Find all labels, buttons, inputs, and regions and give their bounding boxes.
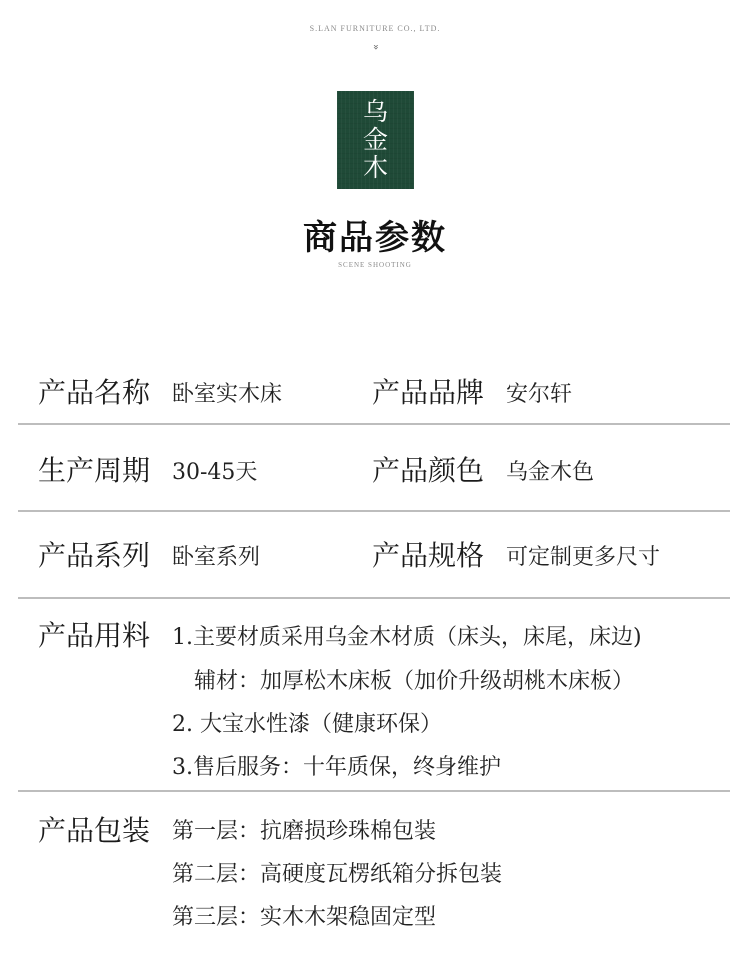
page-title: 商品参数 [303, 218, 447, 258]
param-value-series: 卧室系列 [172, 545, 261, 570]
seal-char-2: 金 [362, 125, 388, 154]
param-value-spec: 可定制更多尺寸 [506, 545, 661, 570]
param-label-brand: 产品品牌 [372, 376, 485, 409]
chevron-down-icon: » [370, 43, 381, 51]
material-seal-logo [337, 91, 414, 189]
materials-line: 辅材：加厚松木床板（加价升级胡桃木床板） [194, 669, 635, 694]
page-subtitle: SCENE SHOOTING [338, 261, 412, 269]
param-value-cycle: 30-45天 [172, 460, 258, 485]
row-divider [18, 597, 730, 599]
param-label-name: 产品名称 [38, 376, 151, 409]
param-value-name: 卧室实木床 [172, 382, 283, 407]
packaging-line: 第二层：高硬度瓦楞纸箱分拆包装 [172, 862, 503, 887]
param-value-color: 乌金木色 [506, 460, 595, 485]
packaging-line: 第三层：实木木架稳固定型 [172, 905, 437, 930]
seal-char-3: 木 [362, 153, 388, 182]
param-label-color: 产品颜色 [372, 454, 485, 487]
company-name: S.LAN FURNITURE CO., LTD. [309, 24, 441, 33]
param-label-cycle: 生产周期 [38, 454, 151, 487]
materials-line: 2. 大宝水性漆（健康环保） [172, 712, 442, 737]
row-divider [18, 510, 730, 512]
param-label-series: 产品系列 [38, 539, 151, 572]
row-divider [18, 423, 730, 425]
row-divider [18, 790, 730, 792]
param-label-spec: 产品规格 [372, 539, 485, 572]
materials-label: 产品用料 [38, 619, 151, 652]
materials-line: 1.主要材质采用乌金木材质（床头，床尾，床边) [172, 625, 642, 650]
packaging-line: 第一层：抗磨损珍珠棉包装 [172, 819, 437, 844]
materials-line: 3.售后服务：十年质保，终身维护 [172, 755, 501, 780]
seal-char-1: 乌 [362, 97, 388, 126]
packaging-label: 产品包装 [38, 814, 151, 847]
param-value-brand: 安尔轩 [506, 382, 573, 407]
